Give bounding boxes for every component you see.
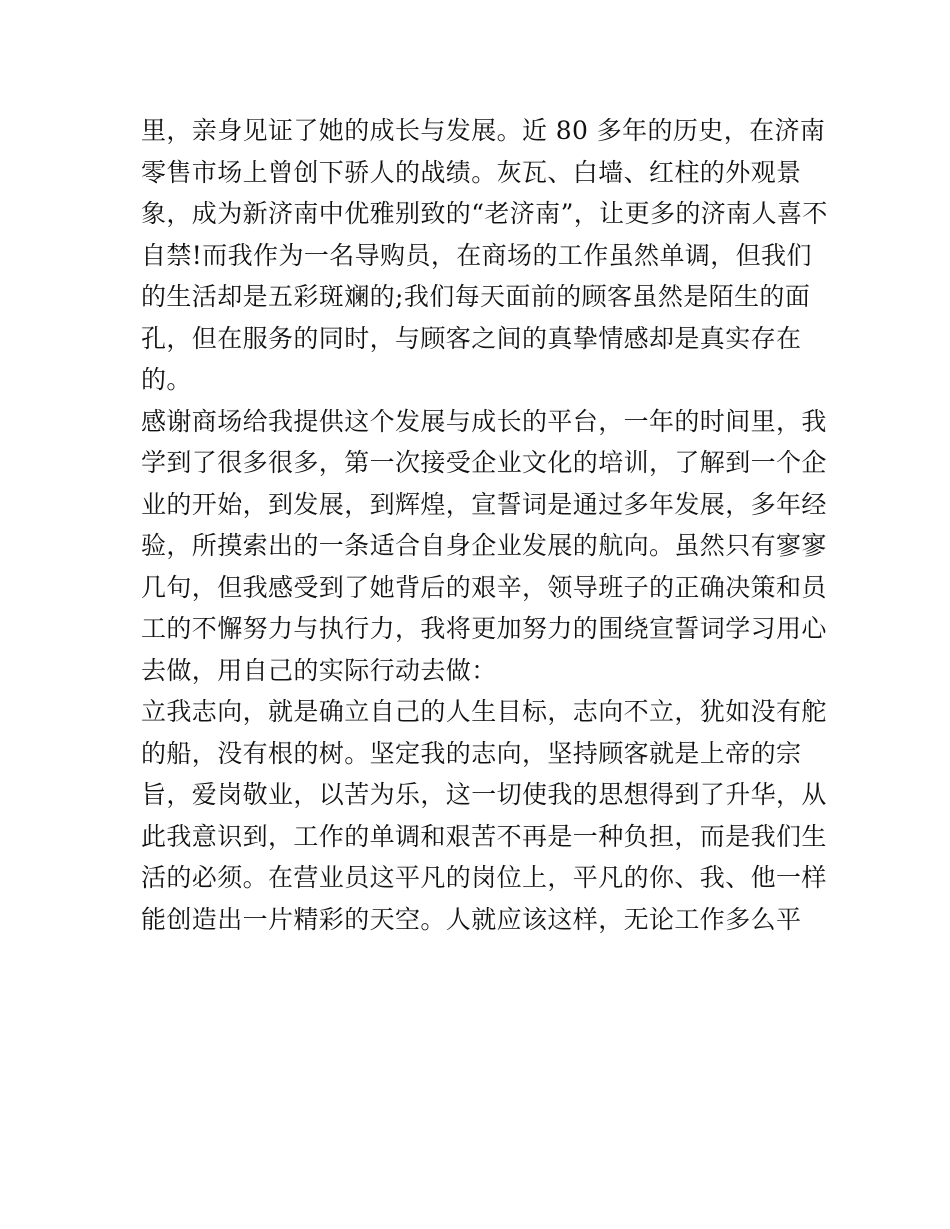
text-line: 能创造出一片精彩的天空。人就应该这样，无论工作多么平 — [141, 904, 802, 934]
body-text — [141, 110, 828, 940]
text-line: 旨，爱岗敬业，以苦为乐，这一切使我的思想得到了升华，从 — [141, 780, 827, 809]
text-line: 的船，没有根的树。坚定我的志向，坚持顾客就是上帝的宗 — [141, 738, 802, 768]
text-line: 学到了很多很多，第一次接受企业文化的培训，了解到一个企 — [141, 448, 827, 477]
text-line: 象，成为新济南中优雅别致的“老济南”，让更多的济南人喜不 — [141, 199, 828, 228]
text-line: 自禁!而我作为一名导购员，在商场的工作虽然单调，但我们 — [141, 240, 812, 270]
text-line: 里，亲身见证了她的成长与发展。近 80 多年的历史，在济南 — [141, 116, 826, 145]
text-line: 感谢商场给我提供这个发展与成长的平台，一年的时间里，我 — [141, 406, 827, 436]
text-line: 几句，但我感受到了她背后的艰辛，领导班子的正确决策和员 — [141, 572, 827, 602]
text-line: 的。 — [141, 365, 192, 394]
text-line: 验，所摸索出的一条适合自身企业发展的航向。虽然只有寥寥 — [141, 531, 827, 560]
text-line: 工的不懈努力与执行力，我将更加努力的围绕宣誓词学习用心 — [141, 614, 827, 643]
text-line: 孔，但在服务的同时，与顾客之间的真挚情感却是真实存在 — [141, 323, 802, 353]
text-line: 活的必须。在营业员这平凡的岗位上，平凡的你、我、他一样 — [141, 863, 827, 892]
text-line: 立我志向，就是确立自己的人生目标，志向不立，犹如没有舵 — [141, 697, 827, 726]
text-line: 去做，用自己的实际行动去做： — [141, 655, 497, 685]
text-line: 此我意识到，工作的单调和艰苦不再是一种负担，而是我们生 — [141, 821, 827, 851]
text-line: 零售市场上曾创下骄人的战绩。灰瓦、白墙、红柱的外观景 — [141, 157, 802, 187]
text-line: 的生活却是五彩斑斓的;我们每天面前的顾客虽然是陌生的面 — [141, 282, 811, 311]
text-line: 业的开始，到发展，到辉煌，宣誓词是通过多年发展，多年经 — [141, 489, 827, 519]
